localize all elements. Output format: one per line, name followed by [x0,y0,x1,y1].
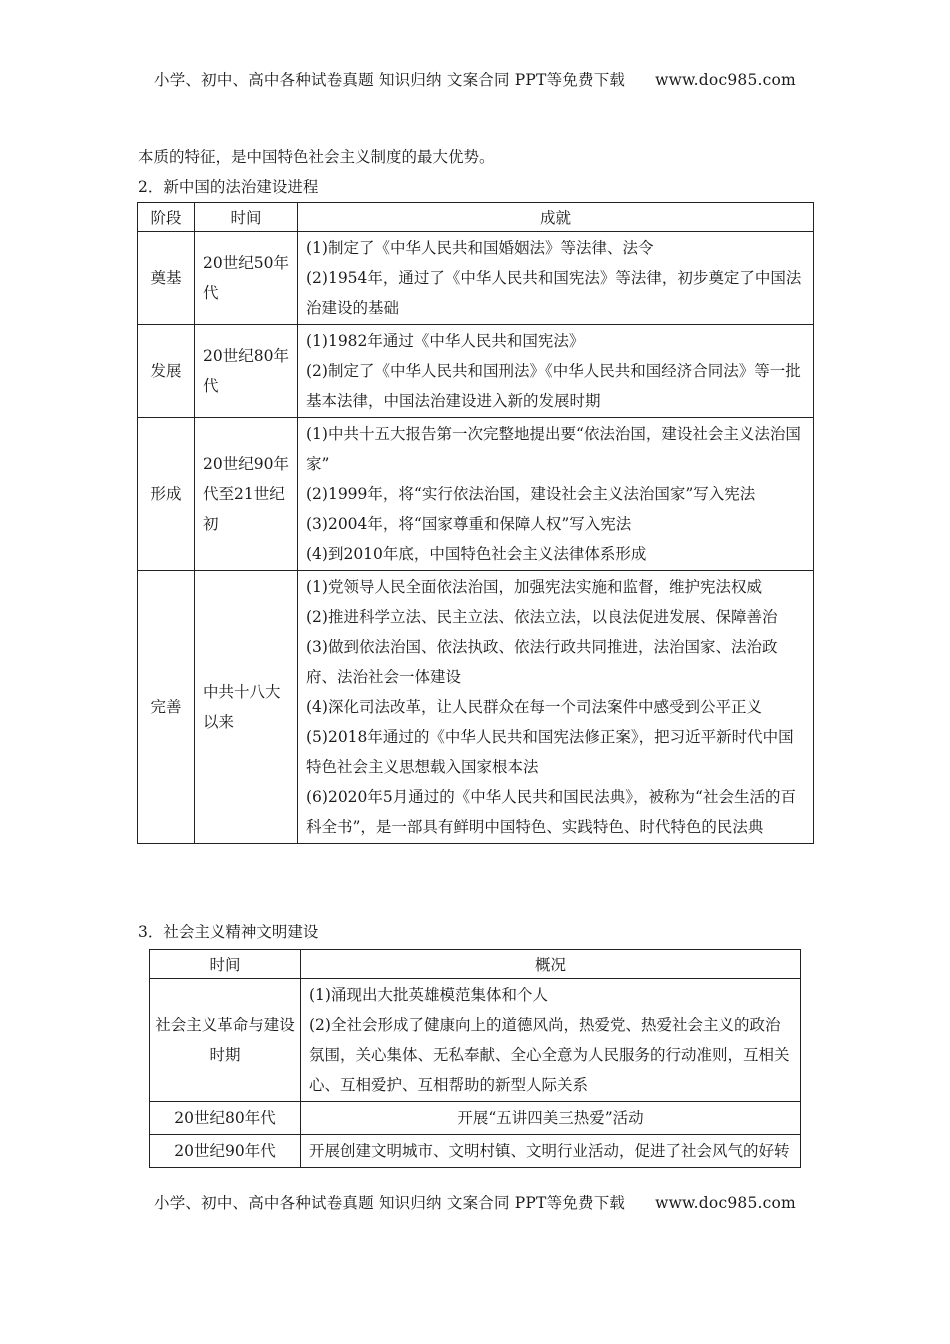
achievement-item: (3)做到依法治国、依法执政、依法行政共同推进，法治国家、法治政府、法治社会一体建设 [306,638,778,686]
page-footer [0,1191,950,1213]
time-cell: 20世纪90年代至21世纪初 [195,418,298,571]
achievement-cell [298,571,814,844]
time-cell: 20世纪80年代 [195,325,298,418]
header-time: 时间 [195,203,298,232]
section-3-title: 3．社会主义精神文明建设 [138,923,319,941]
section-2-title: 2．新中国的法治建设进程 [138,178,319,196]
stage-cell: 形成 [138,418,195,571]
overview-item: (1)涌现出大批英雄模范集体和个人 [309,986,548,1004]
time-cell: 20世纪90年代 [150,1135,301,1168]
achievement-item: (1)制定了《中华人民共和国婚姻法》等法律、法令 [306,239,654,257]
achievement-item: (2)1999年，将“实行依法治国，建设社会主义法治国家”写入宪法 [306,485,756,503]
achievement-item: (3)2004年，将“国家尊重和保障人权”写入宪法 [306,515,632,533]
footer-site-link[interactable]: www.doc985.com [655,1194,796,1212]
header-text: 小学、初中、高中各种试卷真题 知识归纳 文案合同 PPT等免费下载 [154,71,626,89]
achievement-item: (6)2020年5月通过的《中华人民共和国民法典》，被称为“社会生活的百科全书”，是一部具有鲜明中国特色、实践特色、时代特色的民法典 [306,788,796,836]
overview-item: 开展“五讲四美三热爱”活动 [457,1109,644,1127]
table-row [150,979,801,1102]
table-header-row [150,950,801,979]
achievement-item: (5)2018年通过的《中华人民共和国宪法修正案》，把习近平新时代中国特色社会主义思想载入国家根本法 [306,728,794,776]
table-row [138,418,814,571]
rule-of-law-table [137,202,814,844]
stage-cell: 完善 [138,571,195,844]
time-cell: 社会主义革命与建设时期 [150,979,301,1102]
achievement-item: (2)制定了《中华人民共和国刑法》《中华人民共和国经济合同法》等一批基本法律，中国法治建设进入新的发展时期 [306,362,801,410]
achievement-item: (1)中共十五大报告第一次完整地提出要“依法治国，建设社会主义法治国家” [306,425,801,473]
intro-paragraph: 本质的特征，是中国特色社会主义制度的最大优势。 [138,148,495,166]
achievement-item: (4)深化司法改革，让人民群众在每一个司法案件中感受到公平正义 [306,698,762,716]
table-header-row [138,203,814,232]
page-header [0,68,950,90]
stage-cell: 发展 [138,325,195,418]
time-cell: 中共十八大以来 [195,571,298,844]
header-site-link[interactable]: www.doc985.com [655,71,796,89]
overview-item: 开展创建文明城市、文明村镇、文明行业活动，促进了社会风气的好转 [309,1142,790,1160]
achievement-cell [298,325,814,418]
header-overview: 概况 [301,950,801,979]
footer-text: 小学、初中、高中各种试卷真题 知识归纳 文案合同 PPT等免费下载 [154,1194,626,1212]
achievement-item: (2)1954年，通过了《中华人民共和国宪法》等法律，初步奠定了中国法治建设的基础 [306,269,802,317]
time-cell: 20世纪50年代 [195,232,298,325]
time-cell: 20世纪80年代 [150,1102,301,1135]
spiritual-civilization-table [149,949,801,1168]
achievement-item: (4)到2010年底，中国特色社会主义法律体系形成 [306,545,647,563]
achievement-item: (2)推进科学立法、民主立法、依法立法，以良法促进发展、保障善治 [306,608,778,626]
header-achievement: 成就 [298,203,814,232]
table-row [150,1102,801,1135]
header-time: 时间 [150,950,301,979]
table-row [138,325,814,418]
achievement-item: (1)1982年通过《中华人民共和国宪法》 [306,332,585,350]
overview-cell [301,1102,801,1135]
table-row [150,1135,801,1168]
overview-cell [301,979,801,1102]
table-row [138,571,814,844]
achievement-item: (1)党领导人民全面依法治国，加强宪法实施和监督，维护宪法权威 [306,578,762,596]
overview-item: (2)全社会形成了健康向上的道德风尚，热爱党、热爱社会主义的政治氛围，关心集体、无私奉献、全心全意为人民服务的行动准则，互相关心、互相爱护、互相帮助的新型人际关系 [309,1016,790,1094]
stage-cell: 奠基 [138,232,195,325]
table-row [138,232,814,325]
achievement-cell [298,232,814,325]
achievement-cell [298,418,814,571]
overview-cell [301,1135,801,1168]
header-stage: 阶段 [138,203,195,232]
